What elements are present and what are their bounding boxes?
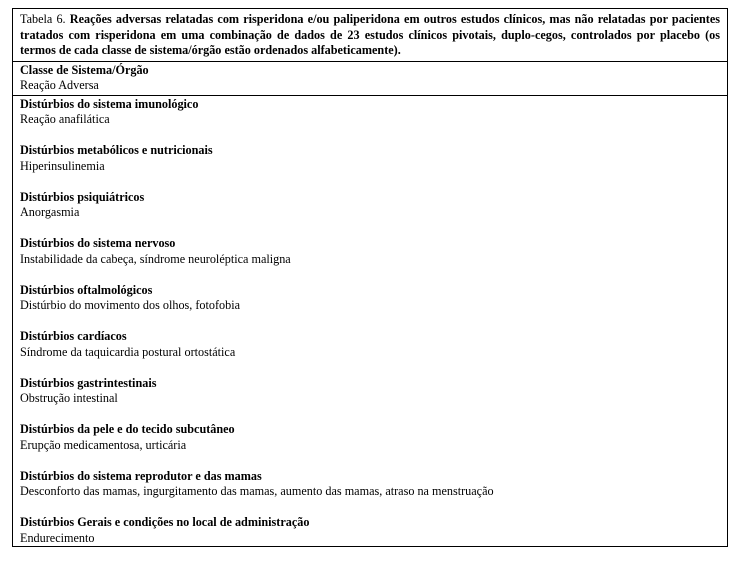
table-row bbox=[20, 376, 720, 407]
adverse-reaction: Instabilidade da cabeça, síndrome neuroléptica maligna bbox=[20, 251, 291, 266]
system-organ-class: Distúrbios psiquiátricos bbox=[20, 189, 145, 204]
table-row bbox=[20, 329, 720, 360]
adverse-reaction: Hiperinsulinemia bbox=[20, 158, 105, 173]
system-organ-class: Distúrbios do sistema nervoso bbox=[20, 236, 176, 251]
adverse-reaction: Obstrução intestinal bbox=[20, 391, 118, 406]
header-class-label: Classe de Sistema/Órgão bbox=[20, 62, 149, 77]
table-row bbox=[20, 97, 720, 128]
table-row bbox=[20, 190, 720, 221]
header-reaction-label: Reação Adversa bbox=[20, 78, 99, 93]
adverse-reaction: Anorgasmia bbox=[20, 205, 80, 220]
adverse-reaction: Reação anafilática bbox=[20, 112, 110, 127]
table-header bbox=[13, 62, 727, 96]
adverse-reaction: Endurecimento bbox=[20, 530, 95, 545]
adverse-reactions-table bbox=[12, 8, 728, 547]
table-caption bbox=[13, 9, 727, 62]
system-organ-class: Distúrbios cardíacos bbox=[20, 329, 127, 344]
system-organ-class: Distúrbios Gerais e condições no local de administração bbox=[20, 515, 310, 530]
adverse-reaction: Erupção medicamentosa, urticária bbox=[20, 437, 187, 452]
adverse-reaction: Desconforto das mamas, ingurgitamento das mamas, aumento das mamas, atraso na menstruação bbox=[20, 484, 494, 499]
table-number: Tabela 6. bbox=[20, 12, 66, 26]
system-organ-class: Distúrbios oftalmológicos bbox=[20, 282, 153, 297]
system-organ-class: Distúrbios metabólicos e nutricionais bbox=[20, 143, 213, 158]
system-organ-class: Distúrbios do sistema imunológico bbox=[20, 96, 199, 111]
table-row bbox=[20, 283, 720, 314]
adverse-reaction: Síndrome da taquicardia postural ortostática bbox=[20, 344, 236, 359]
system-organ-class: Distúrbios do sistema reprodutor e das mamas bbox=[20, 468, 262, 483]
table-row bbox=[20, 236, 720, 267]
table-caption-text: Reações adversas relatadas com risperidona e/ou paliperidona em outros estudos clínicos, mas não relatadas por pacientes tratados com risperidona em uma combinação de dados de 23 estudos clínicos pivotais, duplo-cegos, controlados por placebo (os termos de cada classe de sistema/órgão estão ordenados alfabeticamente). bbox=[20, 12, 720, 58]
system-organ-class: Distúrbios da pele e do tecido subcutâneo bbox=[20, 422, 235, 437]
table-row bbox=[20, 469, 720, 500]
adverse-reaction: Distúrbio do movimento dos olhos, fotofobia bbox=[20, 298, 241, 313]
system-organ-class: Distúrbios gastrintestinais bbox=[20, 375, 157, 390]
table-row bbox=[20, 515, 720, 546]
table-row bbox=[20, 422, 720, 453]
table-body bbox=[13, 96, 727, 547]
table-row bbox=[20, 143, 720, 174]
